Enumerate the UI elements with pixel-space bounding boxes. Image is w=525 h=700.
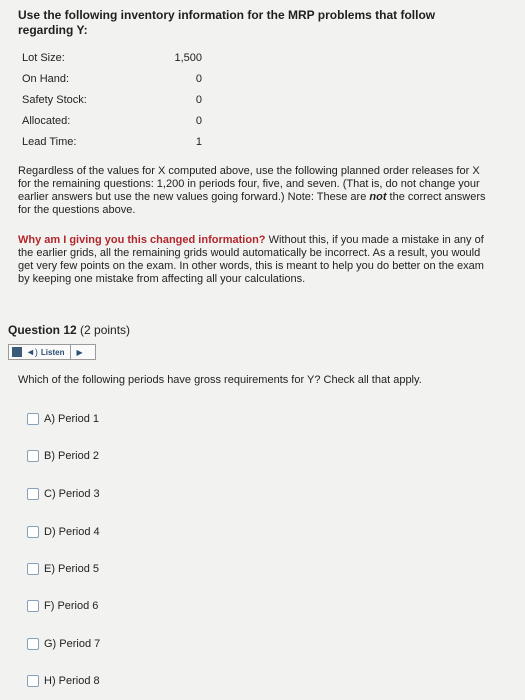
option-period-3[interactable] [27, 488, 100, 500]
checkbox[interactable] [27, 450, 39, 462]
checkbox[interactable] [27, 600, 39, 612]
question-points: (2 points) [80, 323, 131, 337]
listen-label: Listen [40, 347, 65, 357]
option-label: A) Period 1 [44, 413, 100, 425]
instructions-text-end: the correct answers for the questions above. [18, 191, 486, 216]
explanation-paragraph [18, 234, 488, 286]
inventory-label: Safety Stock: [22, 94, 87, 106]
instructions-paragraph [18, 165, 488, 217]
option-label: G) Period 7 [44, 638, 101, 650]
play-icon[interactable]: ▶ [76, 347, 83, 357]
option-period-7[interactable] [27, 638, 100, 650]
inventory-value: 0 [195, 94, 202, 106]
option-period-1[interactable] [27, 413, 99, 425]
menu-icon[interactable] [12, 347, 22, 357]
checkbox[interactable] [27, 638, 39, 650]
option-period-8[interactable] [27, 675, 100, 687]
option-label: B) Period 2 [44, 450, 100, 462]
option-label: F) Period 6 [44, 600, 99, 612]
question-prompt: Which of the following periods have gross requirements for Y? Check all that apply. [18, 374, 422, 386]
question-title [8, 323, 130, 337]
option-period-5[interactable] [27, 563, 99, 575]
inventory-row-safety-stock [22, 94, 202, 110]
checkbox[interactable] [27, 488, 39, 500]
checkbox[interactable] [27, 563, 39, 575]
inventory-label: Lead Time: [22, 136, 77, 148]
option-period-6[interactable] [27, 600, 98, 612]
option-label: E) Period 5 [44, 563, 100, 575]
inventory-value: 1 [195, 136, 202, 148]
option-label: D) Period 4 [44, 526, 100, 538]
speaker-icon: ◄) [26, 347, 38, 357]
checkbox[interactable] [27, 413, 39, 425]
option-period-2[interactable] [27, 450, 99, 462]
inventory-label: Allocated: [22, 115, 71, 127]
explanation-text: Without this, if you made a mistake in any of the earlier grids, all the remaining grids would automatically be incorrect. As a result, you would get very few points on the exam. In other words, this is meant to help you do better on the exam by keeping one mistake from affecting all your calculations. [18, 234, 484, 285]
inventory-row-lot-size [22, 52, 202, 68]
inventory-label: On Hand: [22, 73, 70, 85]
inventory-row-on-hand [22, 73, 202, 89]
checkbox[interactable] [27, 526, 39, 538]
instructions-text: Regardless of the values for X computed above, use the following planned order releases for X for the remaining questions: 1,200 in periods four, five, and seven. (That is, do not change your earlier answers but use the new values going forward.) Note: These are [18, 165, 480, 203]
why-heading: Why am I giving you this changed information? [18, 234, 266, 246]
listen-divider [70, 345, 71, 359]
inventory-value: 1,500 [174, 52, 202, 64]
inventory-value: 0 [195, 115, 202, 127]
emphasis-not: not [369, 191, 387, 203]
inventory-value: 0 [195, 73, 202, 85]
inventory-label: Lot Size: [22, 52, 65, 64]
intro-title: Use the following inventory information for the MRP problems that follow regarding Y: [18, 8, 436, 37]
option-label: C) Period 3 [44, 488, 100, 500]
option-period-4[interactable] [27, 526, 100, 538]
inventory-row-allocated [22, 115, 202, 131]
checkbox[interactable] [27, 675, 39, 687]
inventory-row-lead-time [22, 136, 202, 152]
question-number: Question 12 [8, 323, 77, 337]
listen-button[interactable] [8, 344, 96, 360]
option-label: H) Period 8 [44, 675, 100, 687]
